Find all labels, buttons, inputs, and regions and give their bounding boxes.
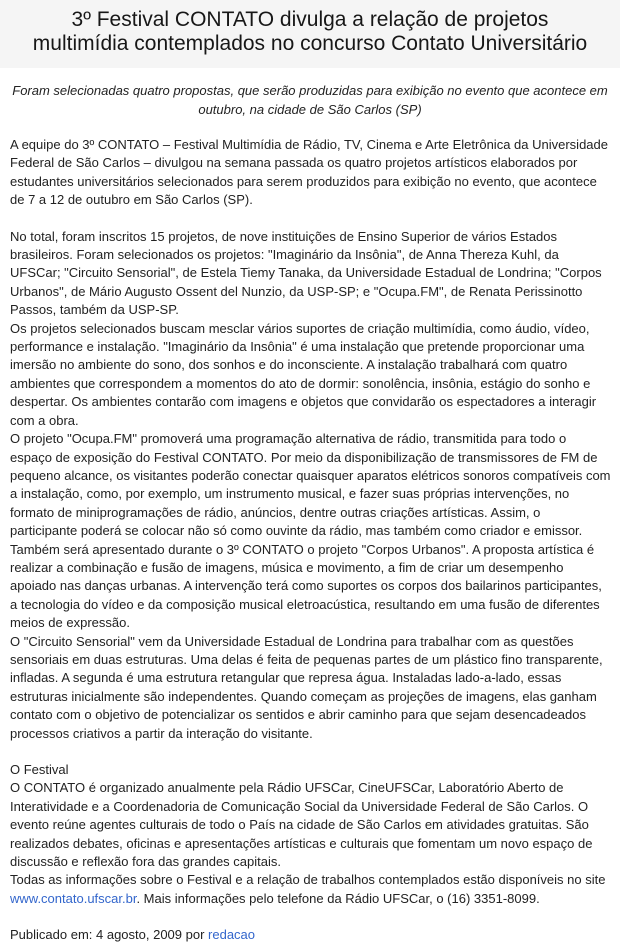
article-subtitle: Foram selecionadas quatro propostas, que serão produzidas para exibição no evento que acontece em outubro, na cidade de São Carlos (SP) xyxy=(12,83,608,117)
published-date-text: Publicado em: 4 agosto, 2009 por xyxy=(10,927,209,943)
festival-heading: O Festival xyxy=(10,762,69,777)
paragraph-festival-about: O CONTATO é organizado anualmente pela Rádio UFSCar, CineUFSCar, Laboratório Aberto de Interatividade e a Coordenadoria de Comunicação Social da Universidade Federal de São Carlos. O evento reúne agentes culturais de todo o País na cidade de São Carlos em atividades gratuitas. São realizados debates, oficinas e apresentações artísticas e culturais que fomentam um novo espaço de discussão e reflexão fora das grandes capitais. xyxy=(10,780,593,870)
paragraph-intro: A equipe do 3º CONTATO – Festival Multimídia de Rádio, TV, Cinema e Arte Eletrônica da Universidade Federal de São Carlos – divulgou na semana passada os quatro projetos artísticos elaborados por estudantes universitários selecionados para serem produzidos para exibição no evento, que acontece de 7 a 12 de outubro em São Carlos (SP). xyxy=(10,137,608,208)
paragraph-group-projects xyxy=(10,228,611,743)
paragraph-imaginario-insonia: Os projetos selecionados buscam mesclar vários suportes de criação multimídia, como áudio, vídeo, performance e instalação. "Imaginário da Insônia" é uma instalação que pretende proporcionar uma imersão no ambiente do sono, dos sonhos e do inconsciente. A instalação trabalhará com quatro ambientes que correspondem a momentos do ato de dormir: sonolência, insônia, estágio do sonho e despertar. Os ambientes contarão com imagens e objetos que convidarão os espectadores a interagir com a obra. xyxy=(10,320,597,428)
paragraph-circuito-sensorial: O "Circuito Sensorial" vem da Universidade Estadual de Londrina para trabalhar com as questões sensoriais em duas estruturas. Uma delas é feita de pequenas partes de um plástico fino transparente, infladas. A segunda é uma estrutura retangular que represa água. Instaladas lado-a-lado, essas estruturas inicialmente são independentes. Quando começam as projeções de imagens, elas ganham contato com o objetivo de potencializar os sentidos e abrir caminho para que sejam desencadeados processos criativos a partir da interação do visitante. xyxy=(10,633,603,741)
publication-line xyxy=(10,926,611,944)
paragraph-ocupa-fm: O projeto "Ocupa.FM" promoverá uma programação alternativa de rádio, transmitida para todo o espaço de exposição do Festival CONTATO. Por meio da disponibilização de transmissores de FM de pequeno alcance, os visitantes poderão conectar quaisquer aparatos elétricos sonoros compatíveis com a instalação, como, por exemplo, um instrumento musical, e fazer suas próprias intervenções, no formato de miniprogramações de rádio, anúncios, dentre outras criações artísticas. Assim, o participante poderá se colocar não só como ouvinte da rádio, mas também como criador e emissor. xyxy=(10,431,611,539)
info-text-before-link: Todas as informações sobre o Festival e a relação de trabalhos contemplados estão disponíveis no site xyxy=(10,872,606,888)
info-text-after-link: . Mais informações pelo telefone da Rádio UFSCar, o (16) 3351-8099. xyxy=(136,890,540,906)
author-link[interactable]: redacao xyxy=(208,927,256,943)
page-title: 3º Festival CONTATO divulga a relação de projetos multimídia contemplados no concurso Contato Universitário xyxy=(32,8,588,55)
paragraph-selected-projects: No total, foram inscritos 15 projetos, de nove instituições de Ensino Superior de vários Estados brasileiros. Foram selecionados os projetos: "Imaginário da Insônia", de Anna Thereza Kuhl, da UFSCar; "Circuito Sensorial", de Estela Tiemy Tanaka, da Universidade Estadual de Londrina; "Corpos Urbanos", de Mário Augusto Ossent del Nunzio, da USP-SP; e "Ocupa.FM", de Renata Perissinotto Passos, também da USP-SP. xyxy=(10,228,602,318)
festival-site-link[interactable]: www.contato.ufscar.br xyxy=(10,890,137,906)
article-body xyxy=(10,136,611,908)
article-header xyxy=(0,0,620,68)
paragraph-group-festival xyxy=(10,761,611,908)
paragraph-more-info xyxy=(10,871,611,908)
paragraph-corpos-urbanos: Também será apresentado durante o 3º CONTATO o projeto "Corpos Urbanos". A proposta artística é realizar a combinação e fusão de imagens, música e movimento, a fim de criar um desempenho apoiado nas danças urbanas. A intervenção terá como suportes os corpos dos bailarinos participantes, a tecnologia do vídeo e da composição musical eletroacústica, resultando em uma fusão de diferentes meios de expressão. xyxy=(10,541,602,631)
